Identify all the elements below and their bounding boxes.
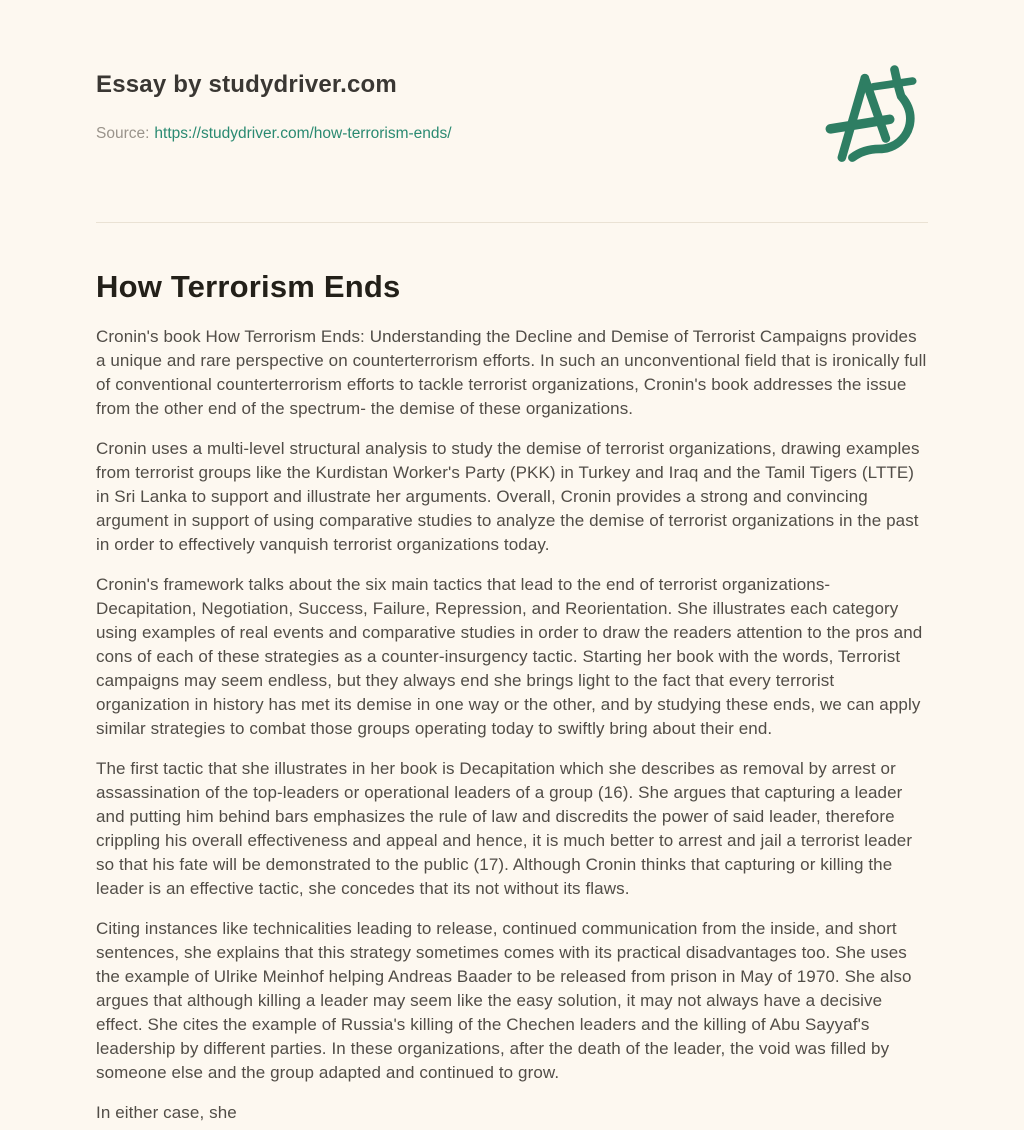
essay-paragraph: Citing instances like technicalities leading to release, continued communication from the inside, and short sentences, she explains that this strategy sometimes comes with its practical disadvantages too. She uses the example of Ulrike Meinhof helping Andreas Baader to be released from prison in May of 1970. She also argues that although killing a leader may seem like the easy solution, it may not always have a decisive effect. She cites the example of Russia's killing of the Chechen leaders and the killing of Abu Sayyaf's leadership by different parties. In these organizations, after the death of the leader, the void was filled by someone else and the group adapted and continued to grow.	[96, 919, 912, 1082]
essay-paragraph: Cronin's framework talks about the six main tactics that lead to the end of terrorist organizations- Decapitation, Negotiation, Success, Failure, Repression, and Reorientation. She illustrates each category using examples of real events and comparative studies in order to draw the readers attention to the pros and cons of each of these strategies as a counter-insurgency tactic. Starting her book with the words, Terrorist campaigns may seem endless, but they always end she brings light to the fact that every terrorist organization in history has met its demise in one way or the other, and by studying these ends, we can apply similar strategies to combat those groups operating today to swiftly bring about their end.	[96, 575, 923, 738]
header-text-block	[96, 70, 452, 144]
essay-paragraphs	[96, 325, 928, 1125]
essay-paragraph: Cronin uses a multi-level structural analysis to study the demise of terrorist organizations, drawing examples from terrorist groups like the Kurdistan Worker's Party (PKK) in Turkey and Iraq and the Tamil Tigers (LTTE) in Sri Lanka to support and illustrate her arguments. Overall, Cronin provides a strong and convincing argument in support of using comparative studies to analyze the demise of terrorist organizations in the past in order to effectively vanquish terrorist organizations today.	[96, 439, 920, 554]
source-label: Source:	[96, 125, 150, 142]
essay-title: How Terrorism Ends	[96, 269, 401, 304]
essay-paragraph: The first tactic that she illustrates in her book is Decapitation which she describes as removal by arrest or assassination of the top-leaders or operational leaders of a group (16). She argues that capturing a leader and putting him behind bars emphasizes the rule of law and discredits the power of said leader, therefore crippling his overall effectiveness and appeal and hence, it is much better to arrest and jail a terrorist leader so that his fate will be demonstrated to the public (17). Although Cronin thinks that capturing or killing the leader is an effective tactic, she concedes that its not without its flaws.	[96, 759, 913, 898]
page-header	[96, 70, 928, 166]
source-line	[96, 124, 452, 144]
essay-paragraph: In either case, she	[96, 1103, 237, 1122]
header-divider	[96, 222, 928, 223]
essay-paragraph: Cronin's book How Terrorism Ends: Understanding the Decline and Demise of Terrorist Campaigns provides a unique and rare perspective on counterterrorism efforts. In such an unconventional field that is ironically full of conventional counterterrorism efforts to tackle terrorist organizations, Cronin's book addresses the issue from the other end of the spectrum- the demise of these organizations.	[96, 327, 927, 418]
header-title: Essay by studydriver.com	[96, 71, 397, 98]
source-link[interactable]: https://studydriver.com/how-terrorism-ends/	[154, 125, 452, 142]
essay-content	[96, 265, 928, 1125]
a-plus-logo	[816, 64, 950, 166]
